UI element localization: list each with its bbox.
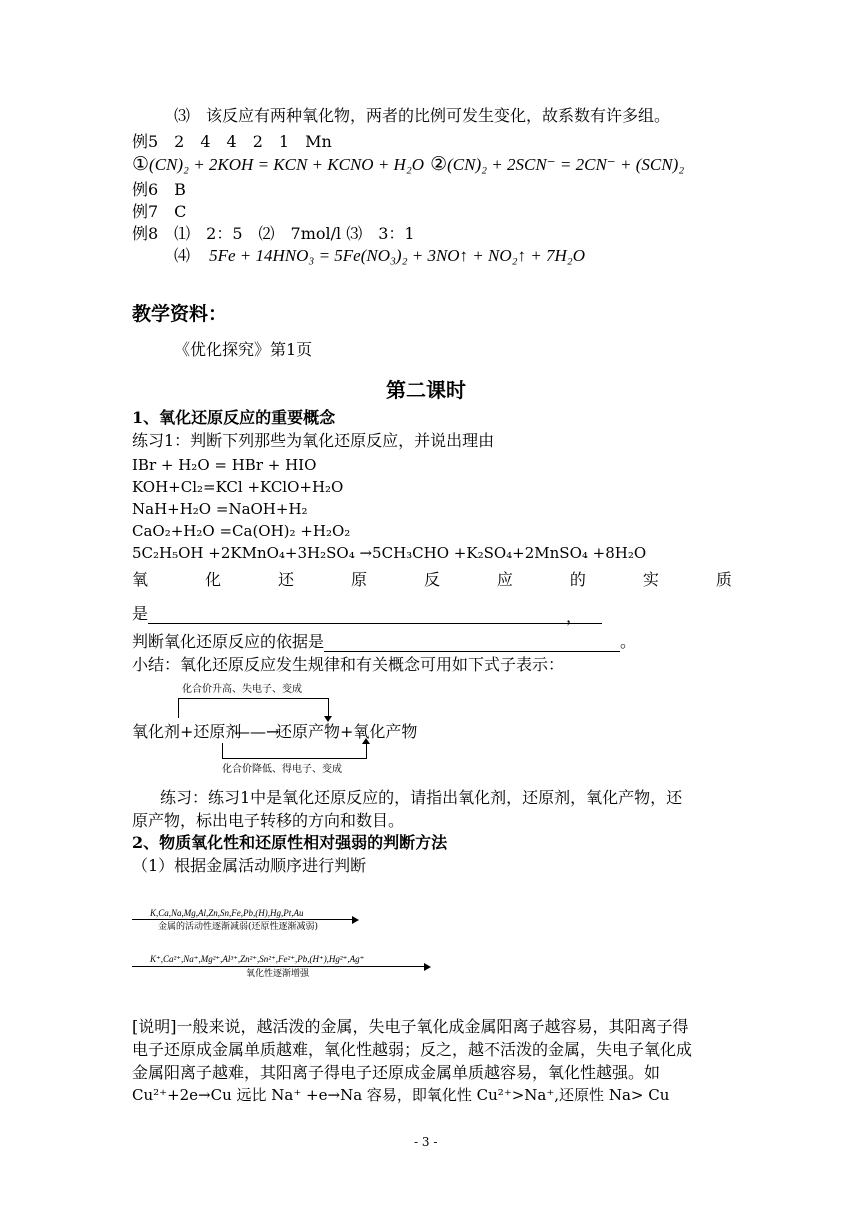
- essence-comma: ，: [566, 607, 602, 624]
- reaction-4: CaO₂+H₂O =Ca(OH)₂ +H₂O₂: [132, 522, 351, 540]
- essence-char: 的: [569, 570, 586, 589]
- circle-number-1: ①: [132, 153, 150, 175]
- ion-series-text: K⁺,Ca²⁺,Na⁺,Mg²⁺,Al³⁺,Zn²⁺,Sn²⁺,Fe²⁺,Pb,(H⁺),Hg²⁺,Ag⁺: [150, 954, 365, 964]
- essence-is: 是: [132, 604, 149, 623]
- metal-series-caption: 金属的活动性逐渐减弱(还原性逐渐减弱): [158, 922, 319, 932]
- essence-char: 应: [496, 570, 513, 589]
- example-8-part-4: [174, 246, 585, 266]
- diagram-bottom-arrowhead: [362, 738, 370, 744]
- teaching-materials-reference: 《优化探究》第1页: [174, 340, 313, 359]
- section-2-subheading-1: （1）根据金属活动顺序进行判断: [132, 856, 367, 875]
- diagram-reactants: 氧化剂+还原剂: [132, 722, 242, 741]
- essence-blank[interactable]: [148, 607, 566, 624]
- essence-answer-line: [132, 604, 602, 624]
- diagram-bottom-right-tick: [366, 742, 367, 759]
- practice-2-line-1: 练习：练习1中是氧化还原反应的，请指出氧化剂，还原剂，氧化产物，还: [160, 788, 683, 807]
- diagram-bottom-left-tick: [222, 743, 223, 759]
- ion-series-arrow-line: [132, 966, 426, 967]
- diagram-products: 还原产物+氧化产物: [276, 722, 418, 741]
- note-line-2: 电子还原成金属单质越难，氧化性越弱；反之，越不活泼的金属，失电子氧化成: [132, 1040, 693, 1059]
- ion-series-arrowhead: [424, 963, 431, 971]
- ion-series-caption: 氧化性逐渐增强: [246, 969, 310, 979]
- diagram-bottom-line: [222, 758, 366, 759]
- diagram-top-label: 化合价升高、失电子、变成: [182, 684, 302, 695]
- essence-char: 还: [277, 570, 294, 589]
- cn-equations-row: [132, 152, 684, 177]
- practice-1-prompt: 练习1：判断下列那些为氧化还原反应，并说出理由: [132, 431, 495, 450]
- basis-label: 判断氧化还原反应的依据是: [132, 632, 325, 651]
- note-line-1: [说明]一般来说，越活泼的金属，失电子氧化成金属阳离子越容易，其阳离子得: [132, 1017, 689, 1036]
- note-line-3: 金属阳离子越难，其阳离子得电子还原成金属单质越容易，氧化性越强。如: [132, 1063, 661, 1082]
- basis-end: 。: [620, 632, 637, 651]
- diagram-top-left-tick: [178, 698, 179, 718]
- basis-line: [132, 632, 636, 652]
- essence-char: 氧: [132, 570, 149, 589]
- equation-fe-hno3: 5Fe + 14HNO₃ = 5Fe(NO₃)₂ + 3NO↑ + NO₂↑ + 7H₂O: [209, 246, 585, 265]
- reaction-3: NaH+H₂O =NaOH+H₂: [132, 500, 308, 518]
- essence-char: 原: [350, 570, 367, 589]
- reaction-2: KOH+Cl₂=KCl +KClO+H₂O: [132, 478, 344, 496]
- equation-cn-koh: (CN)₂ + 2KOH = KCN + KCNO + H₂O: [149, 155, 425, 174]
- reaction-1: IBr + H₂O = HBr + HIO: [132, 456, 317, 474]
- essence-char: 反: [423, 570, 440, 589]
- metal-series-arrow-line: [132, 919, 354, 920]
- section-1-heading: 1、氧化还原反应的重要概念: [132, 408, 336, 427]
- diagram-bottom-label: 化合价降低、得电子、变成: [222, 764, 342, 775]
- answer-item-3: ⑶ 该反应有两种氧化物，两者的比例可发生变化，故系数有许多组。: [174, 106, 671, 125]
- essence-char: 质: [715, 570, 732, 589]
- reaction-5: 5C₂H₅OH +2KMnO₄+3H₂SO₄ →5CH₃CHO +K₂SO₄+2MnSO₄ +8H₂O: [132, 544, 647, 562]
- summary-text: 小结：氧化还原反应发生规律和有关概念可用如下式子表示：: [132, 655, 565, 674]
- example-5-answer: 例5 2 4 4 2 1 Mn: [132, 132, 332, 151]
- example-6-answer: 例6 B: [132, 180, 186, 199]
- metal-series-text: K,Ca,Na,Mg,Al,Zn,Sn,Fe,Pb,(H),Hg,Pt,Au: [150, 908, 304, 918]
- essence-char: 化: [204, 570, 221, 589]
- lesson-2-title: 第二课时: [386, 378, 466, 402]
- basis-blank[interactable]: [324, 635, 620, 652]
- essence-question-line: [132, 570, 732, 590]
- part-4-label: ⑷: [174, 246, 191, 265]
- note-line-4: Cu²⁺+2e→Cu 远比 Na⁺ +e→Na 容易，即氧化性 Cu²⁺>Na⁺,还原性 Na> Cu: [132, 1086, 670, 1104]
- teaching-materials-heading: 教学资料：: [132, 303, 228, 325]
- equation-cn-scn: (CN)₂ + 2SCN⁻ = 2CN⁻ + (SCN)₂: [447, 155, 685, 174]
- diagram-top-line: [178, 698, 328, 699]
- circle-number-2: ②: [430, 153, 448, 175]
- page-number: - 3 -: [414, 1135, 438, 1149]
- essence-char: 实: [642, 570, 659, 589]
- practice-2-line-2: 原产物，标出电子转移的方向和数目。: [132, 811, 405, 830]
- example-7-answer: 例7 C: [132, 202, 187, 221]
- example-8-answer: 例8 ⑴ 2：5 ⑵ 7mol/l ⑶ 3：1: [132, 224, 415, 243]
- metal-series-arrowhead: [352, 916, 359, 924]
- section-2-heading: 2、物质氧化性和还原性相对强弱的判断方法: [132, 833, 448, 852]
- diagram-main-arrow: ——→: [234, 722, 280, 741]
